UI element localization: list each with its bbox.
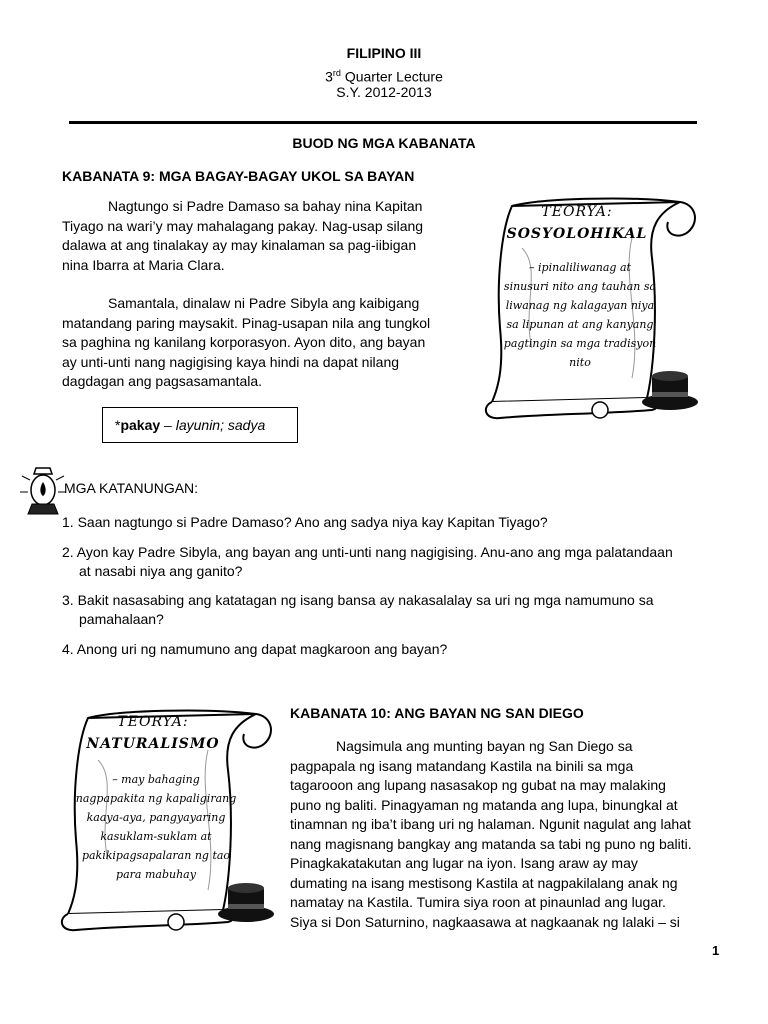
page-number: 1 xyxy=(712,943,720,958)
scroll-illustration-naturalismo xyxy=(58,700,280,950)
school-year: S.Y. 2012-2013 xyxy=(336,84,432,100)
chapter10-heading: KABANATA 10: ANG BAYAN NG SAN DIEGO xyxy=(290,705,584,721)
lamp-illustration xyxy=(20,462,66,520)
question-1: 1. Saan nagtungo si Padre Damaso? Ano ang sadya niya kay Kapitan Tiyago? xyxy=(62,514,548,530)
question-3: 3. Bakit nasasabing ang katatagan ng isang bansa ay nakasalalay sa uri ng mga namumuno sa pamahalaan? xyxy=(62,592,654,627)
questions-title: MGA KATANUNGAN: xyxy=(64,480,199,496)
chapter9-paragraph2: Samantala, dinalaw ni Padre Sibyla ang kaibigang matandang paring maysakit. Pinag-usapan nila ang tungkol sa paghina ng kanilang korporasyon. Ayon dito, ang bayan ay unti-unti nang nagigising kaya hindi na dapat nilang dagdagan ang pagsasamantala. xyxy=(62,295,431,389)
chapter10-paragraph: Nagsimula ang munting bayan ng San Diego sa pagpapala ng isang matandang Kastila na binili sa mga tagarooon ang lupang nasasakop ng gubat na may malaking puno ng baliti. Pinagyaman ng matanda ang lupa, binungkal at tinamnan ng iba’t ibang uri ng halaman. Ngunit nagulat ang lahat nang magisnang bangkay ang matanda sa tabi ng puno ng baliti. Pinagkakatakutan ang lugar na iyon. Isang araw ay may dumating na isang mestisong Kastila at nagpakilalang anak ng namatay na Kastila. Tumira siya roon at pinaunlad ang lugar. Siya si Don Saturnino, nagkaasawa at nagkaanak ng lalaki – si xyxy=(290,738,692,930)
vocabulary-note-box: *pakay – layunin; sadya xyxy=(102,407,298,443)
scroll2-label: TEORYA: xyxy=(117,714,189,730)
section-title: BUOD NG MGA KABANATA xyxy=(292,135,476,151)
chapter9-paragraph1: Nagtungo si Padre Damaso sa bahay nina Kapitan Tiyago na wari’y may mahalagang pakay. Nag-usap silang dalawa at ang tinalakay ay may kinalaman sa pag-iibigan nina Ibarra at Maria Clara. xyxy=(62,198,424,273)
course-title: FILIPINO III xyxy=(346,45,422,61)
scroll2-theory: NATURALISMO xyxy=(86,736,220,752)
question-4: 4. Anong uri ng namumuno ang dapat magkaroon ang bayan? xyxy=(62,641,448,657)
scroll-illustration-sosyolohikal xyxy=(482,188,704,438)
scroll1-theory: SOSYOLOHIKAL xyxy=(506,226,648,242)
scroll1-label: TEORYA: xyxy=(541,204,613,220)
header-divider xyxy=(69,121,697,124)
scroll1-description: – ipinaliliwanag at sinusuri nito ang tauhan sa liwanag ng kalagayan niya sa lipunan at ang kanyang pagtingin sa mga tradisyon nito xyxy=(503,261,657,369)
lamp-icon xyxy=(20,462,66,520)
chapter9-heading: KABANATA 9: MGA BAGAY-BAGAY UKOL SA BAYAN xyxy=(62,168,415,184)
scroll2-description: – may bahaging nagpapakita ng kapaligirang kaaya-aya, pangyayaring kasuklam-suklam at pakikipagsapalaran ng tao para mabuhay xyxy=(75,773,237,881)
quarter-line: 3rd Quarter Lecture xyxy=(325,68,443,85)
question-2: 2. Ayon kay Padre Sibyla, ang bayan ang unti-unti nang nagigising. Anu-ano ang mga palatandaan at nasabi niya ang ganito? xyxy=(62,544,673,579)
